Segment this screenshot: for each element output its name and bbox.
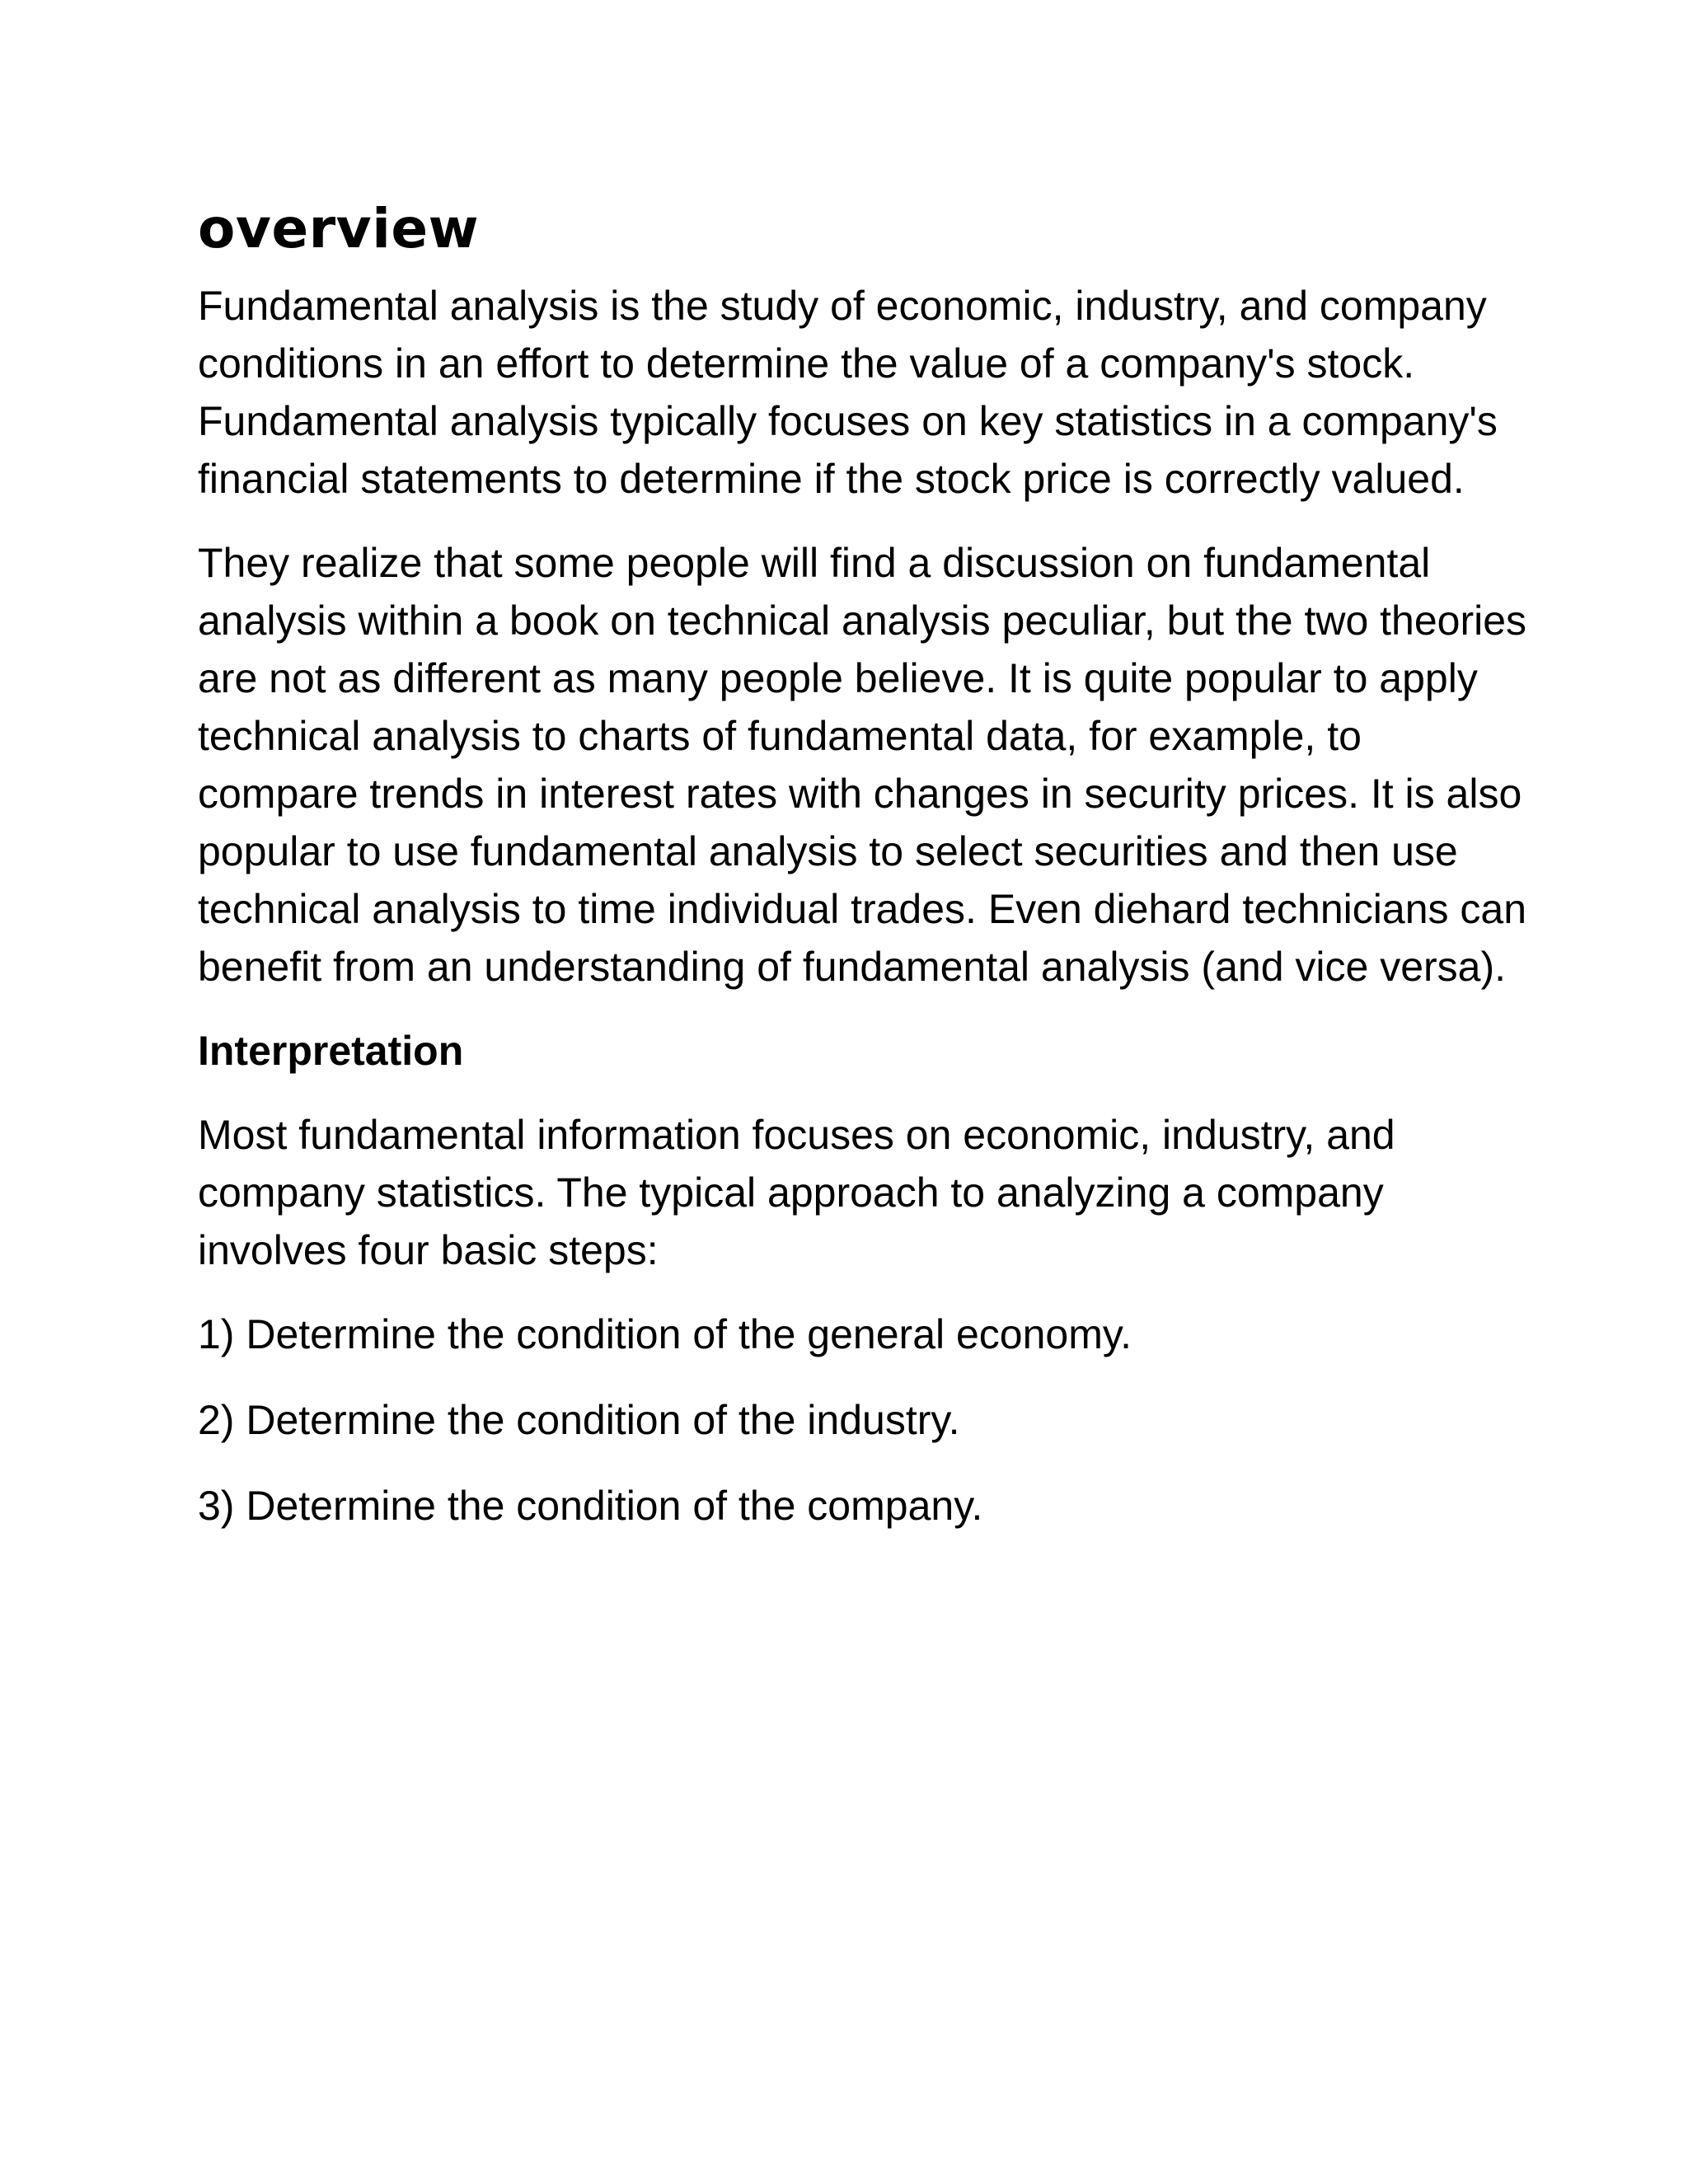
step-item: 3) Determine the condition of the company. — [198, 1483, 983, 1529]
section-paragraph: Most fundamental information focuses on economic, industry, and company statistics. The typical approach to analyzing a company involves four basic steps: — [198, 1112, 1395, 1273]
step-item: 1) Determine the condition of the general economy. — [198, 1311, 1132, 1357]
page-title: overview — [198, 197, 480, 260]
section-heading: Interpretation — [198, 1028, 464, 1074]
discussion-paragraph: They realize that some people will find a discussion on fundamental analysis within a book on technical analysis peculiar, but the two theories are not as different as many people believe. It is quite popular to apply technical analysis to charts of fundamental data, for example, to compare trends in interest rates with changes in security prices. It is also popular to use fundamental analysis to select securities and then use technical analysis to time individual trades. Even diehard technicians can benefit from an understanding of fundamental analysis (and vice versa). — [198, 540, 1527, 990]
intro-paragraph: Fundamental analysis is the study of economic, industry, and company conditions in an effort to determine the value of a company's stock. Fundamental analysis typically focuses on key statistics in a company's financial statements to determine if the stock price is correctly valued. — [198, 283, 1498, 502]
step-item: 2) Determine the condition of the industry. — [198, 1397, 960, 1443]
document-body — [198, 196, 1533, 1563]
